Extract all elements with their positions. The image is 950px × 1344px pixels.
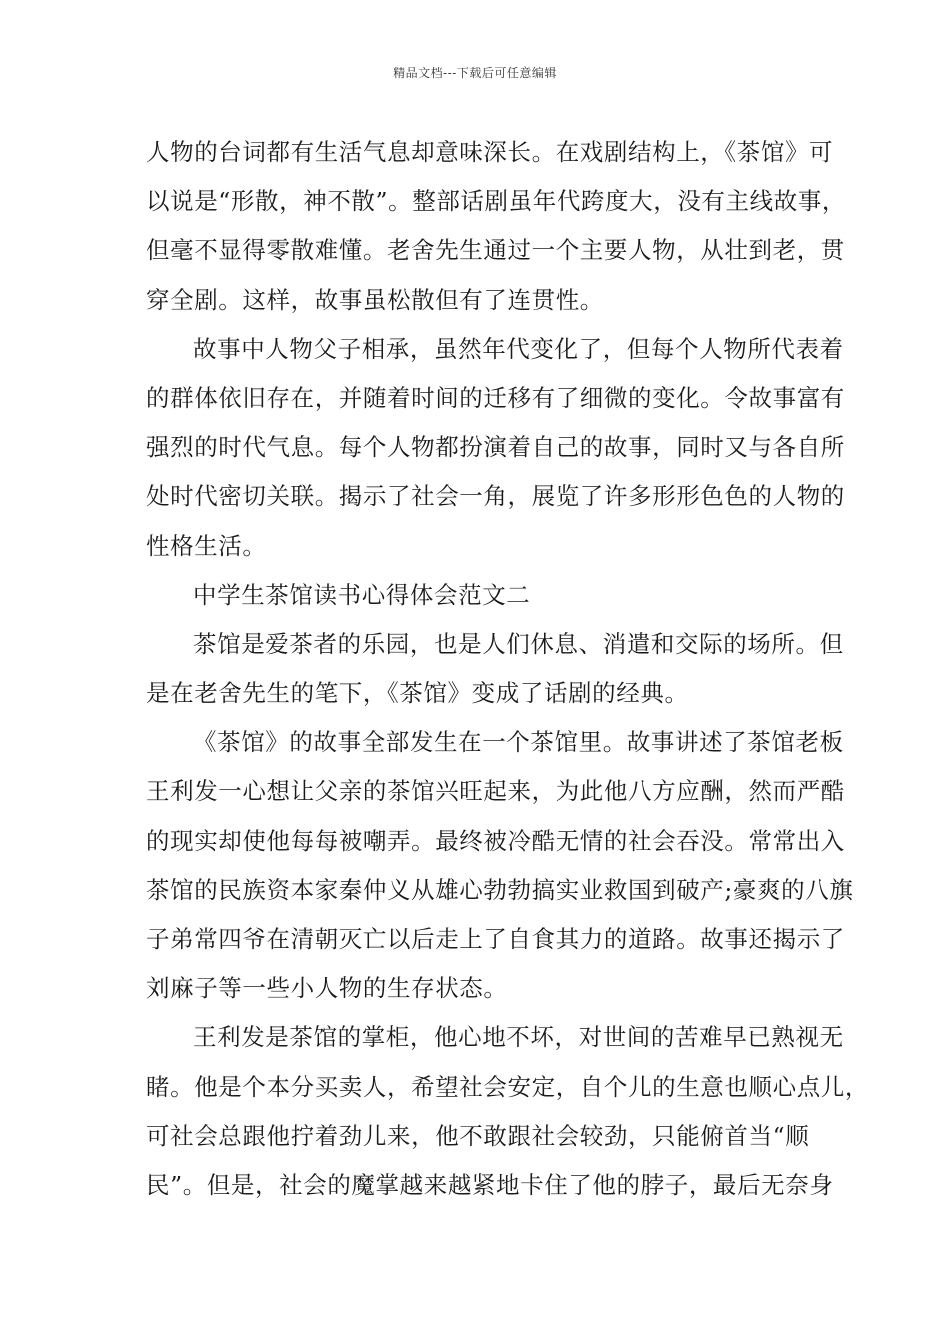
document-body bbox=[146, 128, 869, 1210]
text-line: 以说是“形散，神不散”。整部话剧虽年代跨度大，没有主线故事， bbox=[146, 187, 847, 216]
text-line: 处时代密切关联。揭示了社会一角，展览了许多形形色色的人物的 bbox=[146, 482, 845, 511]
text-line: 睹。他是个本分买卖人，希望社会安定，自个儿的生意也顺心点儿， bbox=[146, 1072, 869, 1101]
page-header: 精品文档---下载后可任意编辑 bbox=[393, 66, 557, 80]
text-line: 性格生活。 bbox=[146, 531, 267, 560]
text-line: 子弟常四爷在清朝灭亡以后走上了自食其力的道路。故事还揭示了 bbox=[146, 925, 845, 953]
text-line: 强烈的时代气息。每个人物都扮演着自己的故事，同时又与各自所 bbox=[146, 433, 845, 462]
text-line: 的群体依旧存在，并随着时间的迁移有了细微的变化。令故事富有 bbox=[146, 383, 845, 412]
text-line: 是在老舍先生的笔下，《茶馆》变成了话剧的经典。 bbox=[146, 679, 689, 708]
section-title: 中学生茶馆读书心得体会范文二 bbox=[193, 580, 531, 609]
text-line: 但毫不显得零散难懂。老舍先生通过一个主要人物，从壮到老，贯 bbox=[146, 236, 845, 265]
paragraph-start-line: 王利发是茶馆的掌柜，他心地不坏，对世间的苦难早已熟视无 bbox=[193, 1023, 844, 1052]
text-line: 王利发一心想让父亲的茶馆兴旺起来，为此他八方应酬，然而严酷 bbox=[146, 777, 845, 806]
paragraph-start-line: 《茶馆》的故事全部发生在一个茶馆里。故事讲述了茶馆老板 bbox=[193, 728, 844, 757]
paragraph-start-line: 茶馆是爱茶者的乐园，也是人们休息、消遣和交际的场所。但 bbox=[193, 629, 844, 658]
text-line: 刘麻子等一些小人物的生存状态。 bbox=[146, 974, 508, 1003]
text-line: 穿全剧。这样，故事虽松散但有了连贯性。 bbox=[146, 285, 604, 314]
text-line: 茶馆的民族资本家秦仲义从雄心勃勃搞实业救国到破产;豪爽的八旗 bbox=[146, 875, 854, 904]
text-line: 可社会总跟他拧着劲儿来，他不敢跟社会较劲，只能俯首当“顺 bbox=[146, 1121, 810, 1150]
text-line: 人物的台词都有生活气息却意味深长。在戏剧结构上，《茶馆》可 bbox=[146, 138, 834, 166]
text-line: 的现实却使他每每被嘲弄。最终被冷酷无情的社会吞没。常常出入 bbox=[146, 826, 845, 855]
paragraph-start-line: 故事中人物父子相承，虽然年代变化了，但每个人物所代表着 bbox=[193, 334, 844, 363]
text-line: 民”。但是，社会的魔掌越来越紧地卡住了他的脖子，最后无奈身 bbox=[146, 1170, 834, 1199]
